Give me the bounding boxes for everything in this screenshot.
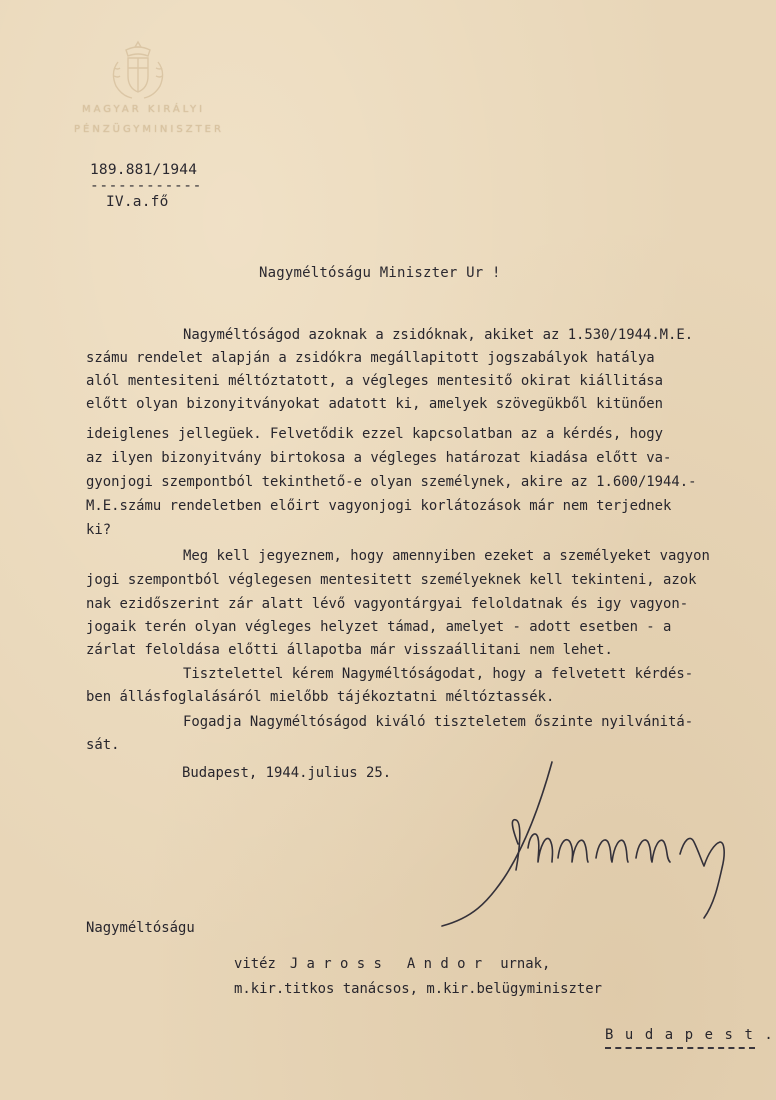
addressee-greeting: Nagyméltóságu bbox=[86, 920, 195, 936]
paragraph-2-line: jogi szempontból véglegesen mentesitett személyeknek kell tekinteni, azok bbox=[86, 572, 697, 588]
paragraph-1-line: előtt olyan bizonyitványokat adatott ki, amelyek szövegükből kitünően bbox=[86, 396, 664, 412]
paragraph-1-line: ki? bbox=[86, 522, 112, 538]
reference-department: IV.a.fő bbox=[106, 194, 169, 210]
paragraph-3-line: ben állásfoglalásáról mielőbb tájékoztatni méltóztassék. bbox=[86, 689, 555, 705]
paragraph-3-line: Tisztelettel kérem Nagyméltóságodat, hogy a felvetett kérdés- bbox=[183, 666, 694, 682]
paragraph-1-line: alól mentesiteni méltóztatott, a végleges mentesitő okirat kiállitása bbox=[86, 373, 664, 389]
addressee-city: B u d a p e s t . bbox=[605, 1027, 775, 1043]
paragraph-4-line: Fogadja Nagyméltóságod kiváló tiszteletem őszinte nyilvánitá- bbox=[183, 714, 694, 730]
addressee-name-prefix: vitéz bbox=[234, 956, 276, 972]
letterhead-line-2: PÉNZÜGYMINISZTER bbox=[74, 124, 224, 135]
paragraph-1-line: az ilyen bizonyitvány birtokosa a végleges határozat kiadása előtt va- bbox=[86, 450, 672, 466]
addressee-title: m.kir.titkos tanácsos, m.kir.belügyminiszter bbox=[234, 981, 602, 997]
paragraph-1-line: gyonjogi szempontból tekinthető-e olyan személynek, akire az 1.600/1944.- bbox=[86, 474, 697, 490]
reference-dashes: ------------ bbox=[90, 178, 202, 194]
city-underline bbox=[605, 1047, 755, 1049]
reference-number: 189.881/1944 bbox=[90, 162, 198, 178]
paragraph-2-line: Meg kell jegyeznem, hogy amennyiben ezeket a személyeket vagyon bbox=[183, 548, 710, 564]
paragraph-2-line: zárlat feloldása előtti állapotba már visszaállitani nem lehet. bbox=[86, 642, 613, 658]
paragraph-1-line: ideiglenes jellegüek. Felvetődik ezzel kapcsolatban az a kérdés, hogy bbox=[86, 426, 664, 442]
addressee-name: J a r o s s A n d o r bbox=[289, 956, 483, 972]
addressee-name-line bbox=[234, 956, 550, 972]
handwritten-signature bbox=[432, 758, 748, 928]
addressee-name-suffix: urnak, bbox=[500, 956, 551, 972]
date-line: Budapest, 1944.julius 25. bbox=[182, 765, 392, 781]
paragraph-2-line: nak ezidőszerint zár alatt lévő vagyontárgyai feloldatnak és igy vagyon- bbox=[86, 596, 689, 612]
paragraph-1-text: Nagyméltóságod azoknak a zsidóknak, akiket az 1.530/1944.M.E. bbox=[183, 327, 694, 343]
salutation: Nagyméltóságu Miniszter Ur ! bbox=[259, 265, 501, 281]
letterhead-line-1: MAGYAR KIRÁLYI bbox=[82, 104, 206, 115]
paragraph-1-line: számu rendelet alapján a zsidókra megállapitott jogszabályok hatálya bbox=[86, 350, 655, 366]
paragraph-1-line bbox=[183, 327, 763, 343]
paragraph-1-line: M.E.számu rendeletben előirt vagyonjogi korlátozások már nem terjednek bbox=[86, 498, 672, 514]
paragraph-2-line: jogaik terén olyan végleges helyzet támad, amelyet - adott esetben - a bbox=[86, 619, 672, 635]
coat-of-arms-icon bbox=[104, 38, 172, 104]
paragraph-4-line: sát. bbox=[86, 737, 120, 753]
